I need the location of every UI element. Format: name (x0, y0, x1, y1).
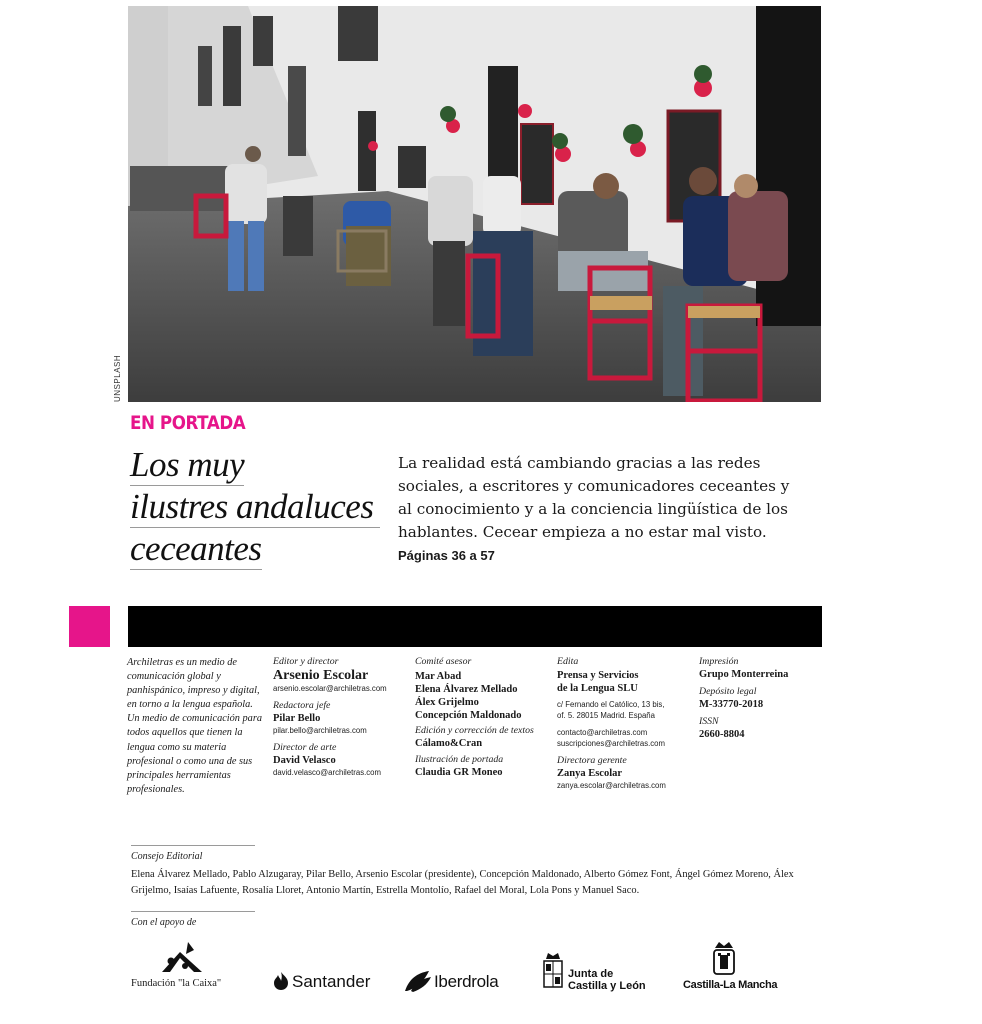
issn-label: ISSN (699, 716, 719, 727)
santander-label: Santander (292, 972, 371, 991)
redactora-email: pilar.bello@archiletras.com (273, 726, 367, 735)
deposito-label: Depósito legal (699, 686, 757, 697)
black-bar (128, 606, 822, 647)
page-range: Páginas 36 a 57 (398, 548, 495, 563)
arte-email: david.velasco@archiletras.com (273, 768, 382, 777)
edicion-label: Edición y corrección de textos (415, 725, 534, 736)
headline (130, 444, 380, 570)
address-line: of. 5. 28015 Madrid. España (557, 711, 655, 720)
comite-label: Comité asesor (415, 656, 472, 667)
divider (131, 845, 255, 846)
impresion-label: Impresión (699, 656, 739, 667)
clm-label: Castilla-La Mancha (683, 979, 778, 991)
cover-photo (128, 6, 821, 402)
arte-label: Director de arte (273, 742, 337, 753)
editor-label: Editor y director (273, 656, 339, 667)
gerente-label: Directora gerente (557, 755, 627, 766)
section-label: EN PORTADA (130, 412, 246, 434)
comite-member: Concepción Maldonado (415, 710, 522, 721)
castle-icon (711, 940, 737, 976)
staff-col-edita (557, 656, 692, 791)
lead-text: La realidad está cambiando gracias a las redes sociales, a escritores y comunicadores ceceantes y al conocimiento y a la conciencia lingüística de los hablantes. Cecear empieza a no estar mal visto. (398, 454, 790, 541)
fundacion-label: Fundación "la Caixa" (131, 978, 222, 989)
gerente-name: Zanya Escolar (557, 768, 623, 779)
logo-junta-cyl (541, 951, 656, 993)
iberdrola-label: Iberdrola (434, 972, 499, 991)
subscriptions-email: suscripciones@archiletras.com (557, 739, 666, 748)
headline-line: Los muy (130, 445, 245, 484)
comite-member: Elena Álvarez Mellado (415, 684, 518, 695)
logo-la-caixa (131, 940, 236, 992)
redactora-label: Redactora jefe (273, 700, 331, 711)
junta-label-2: Castilla y León (568, 980, 646, 992)
divider (131, 911, 255, 912)
redactora-name: Pilar Bello (273, 713, 321, 724)
logo-santander (272, 971, 382, 993)
arte-name: David Velasco (273, 755, 336, 766)
ilustracion-label: Ilustración de portada (415, 754, 504, 765)
gerente-email: zanya.escolar@archiletras.com (557, 781, 666, 790)
contact-email: contacto@archiletras.com (557, 728, 648, 737)
coat-of-arms-icon (541, 951, 565, 991)
editor-email: arsenio.escolar@archiletras.com (273, 684, 387, 693)
headline-line: ceceantes (130, 529, 262, 568)
ilustracion-name: Claudia GR Moneo (415, 767, 503, 778)
comite-member: Mar Abad (415, 671, 462, 682)
staff-col-comite (415, 656, 550, 779)
consejo-label: Consejo Editorial (131, 851, 203, 862)
leaf-icon (403, 969, 433, 993)
apoyo-label: Con el apoyo de (131, 917, 197, 928)
staff-col-legal (699, 656, 824, 741)
edicion-name: Cálamo&Cran (415, 738, 483, 749)
edita-name: de la Lengua SLU (557, 683, 638, 694)
edita-label: Edita (557, 656, 579, 667)
star-icon (158, 940, 208, 974)
logo-castilla-la-mancha (683, 940, 778, 994)
impresion-name: Grupo Monterreina (699, 669, 789, 680)
edita-name: Prensa y Servicios (557, 670, 639, 681)
editor-name: Arsenio Escolar (273, 668, 369, 683)
comite-member: Álex Grijelmo (415, 697, 479, 708)
accent-square (69, 606, 110, 647)
issn-value: 2660-8804 (699, 729, 745, 740)
photo-credit: UNSPLASH (113, 354, 122, 402)
flame-icon (272, 971, 290, 991)
address-line: c/ Fernando el Católico, 13 bis, (557, 700, 665, 709)
staff-col-editors (273, 656, 403, 778)
junta-label-1: Junta de (568, 968, 614, 980)
deposito-value: M-33770-2018 (699, 699, 764, 710)
staff-intro: Archiletras es un medio de comunicación global y panhispánico, impreso y digital, en torno a la lengua española. Un medio de comunicación para todos aquellos que tienen la lengua como su materia profesional o como una de sus principales herramientas profesionales. (127, 657, 262, 795)
logo-iberdrola (403, 969, 509, 995)
consejo-members: Elena Álvarez Mellado, Pablo Alzugaray, Pilar Bello, Arsenio Escolar (presidente), Concepción Maldonado, Alberto Gómez Font, Ángel Gómez Moreno, Álex Grijelmo, Isaías Lafuente, Rosalía Lloret, Antonio Martín, Estrella Montolío, Rafael del Moral, Lola Pons y Manuel Saco. (131, 869, 794, 896)
headline-line: ilustres andaluces (130, 486, 380, 528)
